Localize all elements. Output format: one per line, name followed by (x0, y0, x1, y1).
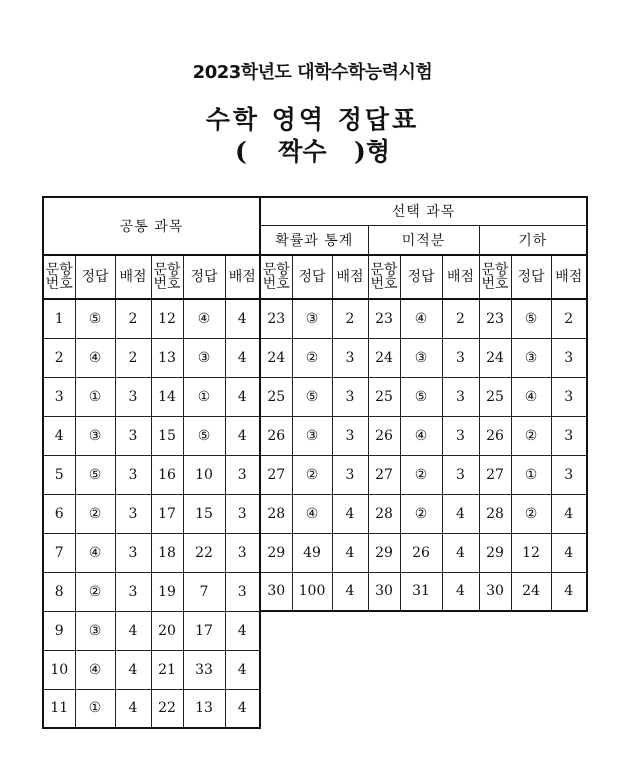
common-question-number: 8 (43, 572, 75, 611)
column-header-points: 배점 (442, 255, 479, 299)
probability-answer: ② (292, 455, 332, 494)
table-row (43, 533, 587, 572)
common-answer: ① (75, 689, 115, 728)
common-answer: ① (183, 377, 225, 416)
probability-points: 3 (332, 416, 368, 455)
common-question-number: 15 (151, 416, 183, 455)
column-header-number-line1: 문항 (153, 262, 181, 278)
common-answer: ④ (75, 650, 115, 689)
form-type-title (0, 132, 625, 168)
common-points: 3 (225, 572, 260, 611)
geometry-question-number: 24 (479, 338, 511, 377)
probability-question-number: 27 (260, 455, 292, 494)
column-header-number-line1: 문항 (481, 262, 509, 278)
common-points: 3 (115, 494, 151, 533)
common-question-number: 12 (151, 299, 183, 338)
geometry-points: 3 (551, 338, 587, 377)
common-points: 4 (115, 689, 151, 728)
common-answer: ③ (75, 611, 115, 650)
common-points: 4 (115, 650, 151, 689)
common-answer: ③ (183, 338, 225, 377)
subject-title: 수학 영역 정답표 (205, 105, 420, 134)
common-points: 4 (225, 689, 260, 728)
common-points: 4 (225, 338, 260, 377)
table-row (43, 416, 587, 455)
geometry-question-number: 30 (479, 572, 511, 611)
calculus-question-number: 26 (368, 416, 400, 455)
elective-calculus-header: 미적분 (368, 225, 479, 255)
common-question-number: 4 (43, 416, 75, 455)
calculus-question-number: 23 (368, 299, 400, 338)
common-question-number: 14 (151, 377, 183, 416)
common-answer: ⑤ (183, 416, 225, 455)
calculus-answer: 26 (400, 533, 442, 572)
common-answer: ⑤ (75, 455, 115, 494)
column-header-number-line2: 번호 (481, 276, 509, 292)
common-points: 3 (115, 455, 151, 494)
geometry-question-number: 25 (479, 377, 511, 416)
calculus-answer: ⑤ (400, 377, 442, 416)
common-answer: 22 (183, 533, 225, 572)
geometry-points: 4 (551, 494, 587, 533)
probability-answer: ③ (292, 416, 332, 455)
elective-probability-header: 확률과 통계 (260, 225, 368, 255)
common-points: 3 (225, 494, 260, 533)
common-points: 3 (115, 572, 151, 611)
probability-points: 3 (332, 338, 368, 377)
answer-key-table (42, 196, 588, 729)
table-row (43, 611, 587, 650)
common-points: 2 (115, 299, 151, 338)
probability-question-number: 24 (260, 338, 292, 377)
calculus-answer: ④ (400, 299, 442, 338)
column-header-number-line1: 문항 (45, 262, 73, 278)
geometry-question-number: 26 (479, 416, 511, 455)
calculus-answer: ④ (400, 416, 442, 455)
common-question-number: 18 (151, 533, 183, 572)
blank-area (260, 650, 587, 689)
probability-answer: ③ (292, 299, 332, 338)
common-answer: 33 (183, 650, 225, 689)
geometry-points: 2 (551, 299, 587, 338)
calculus-points: 3 (442, 377, 479, 416)
geometry-question-number: 27 (479, 455, 511, 494)
column-header-number-line1: 문항 (262, 262, 290, 278)
probability-question-number: 23 (260, 299, 292, 338)
geometry-points: 4 (551, 533, 587, 572)
geometry-points: 3 (551, 377, 587, 416)
common-points: 4 (225, 650, 260, 689)
common-points: 3 (225, 533, 260, 572)
common-question-number: 22 (151, 689, 183, 728)
table-row (43, 572, 587, 611)
common-answer: ④ (183, 299, 225, 338)
common-question-number: 6 (43, 494, 75, 533)
column-header-number (43, 255, 75, 299)
column-header-answer: 정답 (183, 255, 225, 299)
column-header-number (151, 255, 183, 299)
probability-points: 4 (332, 572, 368, 611)
common-answer: ② (75, 494, 115, 533)
calculus-answer: ③ (400, 338, 442, 377)
table-row (43, 299, 587, 338)
probability-points: 3 (332, 377, 368, 416)
elective-geometry-header: 기하 (479, 225, 587, 255)
geometry-question-number: 23 (479, 299, 511, 338)
probability-answer: ④ (292, 494, 332, 533)
calculus-answer: 31 (400, 572, 442, 611)
common-answer: 17 (183, 611, 225, 650)
common-question-number: 11 (43, 689, 75, 728)
common-subject-header: 공통 과목 (43, 197, 260, 255)
common-points: 4 (225, 377, 260, 416)
common-points: 3 (115, 416, 151, 455)
calculus-question-number: 27 (368, 455, 400, 494)
column-header-points: 배점 (115, 255, 151, 299)
table-row (43, 377, 587, 416)
common-points: 3 (225, 455, 260, 494)
column-header-number (368, 255, 400, 299)
geometry-answer: ③ (511, 338, 551, 377)
column-header-answer: 정답 (511, 255, 551, 299)
column-header-answer: 정답 (400, 255, 442, 299)
geometry-answer: ② (511, 494, 551, 533)
calculus-points: 3 (442, 416, 479, 455)
common-question-number: 7 (43, 533, 75, 572)
column-header-points: 배점 (332, 255, 368, 299)
form-type-label: 짝수 (278, 137, 327, 166)
calculus-points: 3 (442, 455, 479, 494)
probability-answer: 100 (292, 572, 332, 611)
table-row (43, 494, 587, 533)
probability-answer: ② (292, 338, 332, 377)
common-points: 4 (115, 611, 151, 650)
calculus-question-number: 25 (368, 377, 400, 416)
probability-answer: ⑤ (292, 377, 332, 416)
column-header-number-line2: 번호 (370, 276, 398, 292)
geometry-points: 4 (551, 572, 587, 611)
common-question-number: 9 (43, 611, 75, 650)
calculus-points: 4 (442, 494, 479, 533)
common-points: 4 (225, 611, 260, 650)
common-answer: 13 (183, 689, 225, 728)
probability-points: 3 (332, 455, 368, 494)
column-header-number (479, 255, 511, 299)
form-type-close-paren: )형 (354, 137, 390, 166)
geometry-question-number: 28 (479, 494, 511, 533)
column-header-points: 배점 (551, 255, 587, 299)
geometry-points: 3 (551, 455, 587, 494)
column-header-answer: 정답 (75, 255, 115, 299)
common-question-number: 5 (43, 455, 75, 494)
elective-subject-header: 선택 과목 (260, 197, 587, 225)
geometry-answer: ① (511, 455, 551, 494)
common-question-number: 2 (43, 338, 75, 377)
common-points: 3 (115, 533, 151, 572)
blank-area (260, 611, 587, 650)
calculus-points: 4 (442, 572, 479, 611)
column-header-number-line2: 번호 (262, 276, 290, 292)
common-question-number: 20 (151, 611, 183, 650)
column-header-number-line1: 문항 (370, 262, 398, 278)
column-header-points: 배점 (225, 255, 260, 299)
probability-question-number: 29 (260, 533, 292, 572)
table-row (43, 689, 587, 728)
column-header-number (260, 255, 292, 299)
common-points: 4 (225, 416, 260, 455)
probability-question-number: 25 (260, 377, 292, 416)
probability-points: 4 (332, 533, 368, 572)
geometry-answer: ⑤ (511, 299, 551, 338)
common-points: 2 (115, 338, 151, 377)
geometry-question-number: 29 (479, 533, 511, 572)
common-answer: ④ (75, 338, 115, 377)
common-answer: ① (75, 377, 115, 416)
common-answer: 15 (183, 494, 225, 533)
common-question-number: 16 (151, 455, 183, 494)
calculus-points: 4 (442, 533, 479, 572)
calculus-question-number: 28 (368, 494, 400, 533)
common-points: 3 (115, 377, 151, 416)
common-points: 4 (225, 299, 260, 338)
common-answer: 10 (183, 455, 225, 494)
table-row (43, 650, 587, 689)
geometry-points: 3 (551, 416, 587, 455)
common-answer: ② (75, 572, 115, 611)
geometry-answer: ② (511, 416, 551, 455)
geometry-answer: ④ (511, 377, 551, 416)
common-question-number: 10 (43, 650, 75, 689)
probability-points: 2 (332, 299, 368, 338)
calculus-answer: ② (400, 494, 442, 533)
calculus-points: 3 (442, 338, 479, 377)
table-row (43, 338, 587, 377)
common-question-number: 19 (151, 572, 183, 611)
common-question-number: 21 (151, 650, 183, 689)
probability-points: 4 (332, 494, 368, 533)
common-answer: 7 (183, 572, 225, 611)
probability-answer: 49 (292, 533, 332, 572)
column-header-number-line2: 번호 (153, 276, 181, 292)
calculus-question-number: 30 (368, 572, 400, 611)
common-answer: ④ (75, 533, 115, 572)
common-question-number: 13 (151, 338, 183, 377)
common-answer: ⑤ (75, 299, 115, 338)
probability-question-number: 26 (260, 416, 292, 455)
exam-title: 2023학년도 대학수학능력시험 (192, 62, 433, 83)
form-type-open-paren: ( (234, 137, 247, 166)
geometry-answer: 24 (511, 572, 551, 611)
common-answer: ③ (75, 416, 115, 455)
probability-question-number: 28 (260, 494, 292, 533)
common-question-number: 17 (151, 494, 183, 533)
calculus-question-number: 29 (368, 533, 400, 572)
blank-area (260, 689, 587, 728)
common-question-number: 1 (43, 299, 75, 338)
calculus-question-number: 24 (368, 338, 400, 377)
calculus-points: 2 (442, 299, 479, 338)
geometry-answer: 12 (511, 533, 551, 572)
column-header-answer: 정답 (292, 255, 332, 299)
calculus-answer: ② (400, 455, 442, 494)
probability-question-number: 30 (260, 572, 292, 611)
table-row (43, 455, 587, 494)
common-question-number: 3 (43, 377, 75, 416)
column-header-number-line2: 번호 (45, 276, 73, 292)
